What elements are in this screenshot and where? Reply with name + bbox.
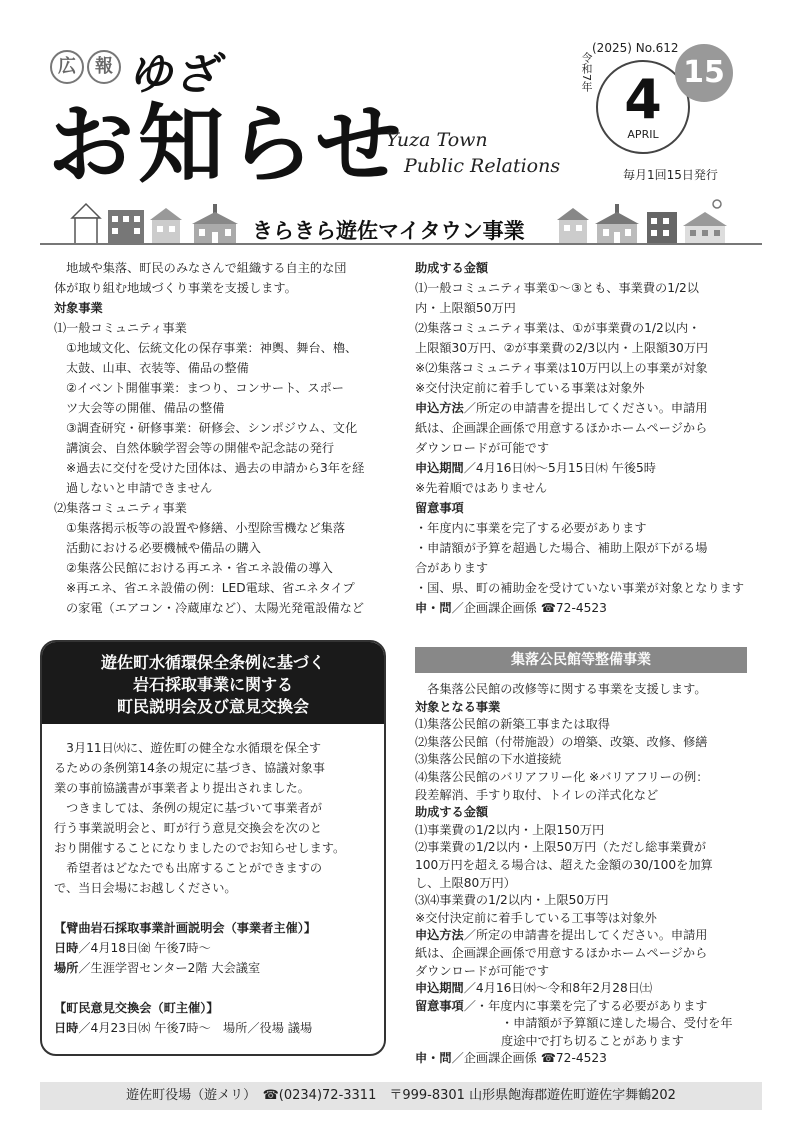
house-icon (557, 208, 589, 244)
field-label: 留意事項 (415, 998, 464, 1013)
text-line: 留意事項 (415, 501, 464, 515)
section2-body (42, 724, 384, 1038)
field-label: 日時 (54, 1021, 79, 1035)
section2-title (42, 642, 384, 724)
text-line: 内・上限額50万円 (415, 301, 516, 315)
text-line: 紙は、企画課企画係で用意するほかホームページから (415, 421, 708, 435)
section2-title-line: 岩石採取事業に関する (132, 675, 293, 694)
text-line: 合があります (415, 561, 489, 575)
text-line: 活動における必要機械や備品の購入 (66, 541, 261, 555)
text-line: ⑵事業費の1/2以内・上限50万円（ただし総事業費が (415, 840, 707, 855)
text-line: 過しないと申請できません (66, 481, 213, 495)
text-line: 対象事業 (54, 301, 103, 315)
text-line: 【町民意見交換会（町主催）】 (54, 1001, 219, 1015)
text-line: ②イベント開催事業：まつり、コンサート、スポー (66, 381, 344, 395)
text-line: ⑵集落公民館（付帯施設）の増築、改築、改修、修繕 (415, 734, 708, 749)
text-line: 体が取り組む地域づくり事業を支援します。 (54, 281, 297, 295)
text-line: 太鼓、山車、衣装等、備品の整備 (66, 361, 249, 375)
text-line: ⑵集落コミュニティ事業 (54, 501, 187, 515)
kouhou-char: 報 (87, 50, 121, 84)
section1-right-column (415, 258, 747, 618)
field-label: 申込期間 (415, 981, 464, 996)
text-line: 助成する金額 (415, 805, 489, 820)
section3-body (415, 681, 753, 1068)
text-line: ※先着順ではありません (415, 481, 548, 495)
text-line: ※交付決定前に着手している事業は対象外 (415, 381, 645, 395)
field-label: 申込方法 (415, 401, 464, 415)
text-line: 希望者はどなたでも出席することができますの (54, 861, 323, 875)
text-line: ・国、県、町の補助金を受けていない事業が対象となります (415, 581, 745, 595)
town-illustration-right (555, 198, 730, 246)
section2-title-line: 町民説明会及び意見交換会 (116, 697, 309, 716)
banner-divider (40, 243, 762, 245)
section1-title: きらきら遊佐マイタウン事業 (252, 219, 525, 243)
house-icon (683, 200, 727, 244)
section2-box (40, 640, 386, 1056)
text-line: ⑴一般コミュニティ事業 (54, 321, 187, 335)
text-line: の家電（エアコン・冷蔵庫など）、太陽光発電設備など (66, 601, 364, 615)
text-line: 行う事業説明会と、町が行う意見交換会を次のと (54, 821, 323, 835)
text-line: ダウンロードが可能です (415, 963, 550, 978)
english-title (386, 127, 560, 179)
field-label: 場所 (54, 961, 79, 975)
text-line: ①集落掲示板等の設置や修繕、小型除雪機など集落 (66, 521, 346, 535)
yuza-logo: ゆざ (128, 49, 220, 100)
text-line: つきましては、条例の規定に基づいて事業者が (54, 801, 323, 815)
text-line: ・申請額が予算を超過した場合、補助上限が下がる場 (415, 541, 708, 555)
text-line: 助成する金額 (415, 261, 489, 275)
text-line: ⑵集落コミュニティ事業は、①が事業費の1/2以内・ (415, 321, 701, 335)
text-line: ⑴一般コミュニティ事業①～③とも、事業費の1/2以 (415, 281, 699, 295)
house-icon (150, 208, 182, 244)
text-line: ⑴事業費の1/2以内・上限150万円 (415, 822, 605, 837)
text-line: 申込方法／所定の申請書を提出してください。申請用 (415, 928, 708, 943)
text-line: 度途中で打ち切ることがあります (501, 1033, 684, 1048)
month-english: APRIL (627, 128, 659, 141)
text-line: 上限額30万円、②が事業費の2/3以内・上限額30万円 (415, 341, 709, 355)
text-line: 申・問／企画課企画係 ☎72-4523 (415, 1051, 607, 1066)
text-line: 地域や集落、町民のみなさんで組織する自主的な団 (54, 261, 347, 275)
text-line: ①地域文化、伝統文化の保存事業：神輿、舞台、櫓、 (66, 341, 358, 355)
text-line: 講演会、自然体験学習会等の開催や記念誌の発行 (66, 441, 335, 455)
text-line: ※過去に交付を受けた団体は、過去の申請から3年を経 (66, 461, 365, 475)
kouhou-char: 広 (50, 50, 84, 84)
footer-contact: 遊佐町役場（遊メリ） ☎(0234)72-3311 〒999-8301 山形県飽海郡遊佐町遊佐字舞鶴202 (40, 1082, 762, 1110)
text-line: ・年度内に事業を完了する必要があります (415, 521, 647, 535)
text-line: 申・問／企画課企画係 ☎72-4523 (415, 601, 607, 615)
text-line: 3月11日㈫に、遊佐町の健全な水循環を保全す (54, 741, 322, 755)
field-label: 日時 (54, 941, 79, 955)
text-line: で、当日会場にお越しください。 (54, 881, 237, 895)
text-line: 留意事項／・年度内に事業を完了する必要があります (415, 998, 708, 1013)
spacer (54, 898, 374, 918)
text-line: 申込方法／所定の申請書を提出してください。申請用 (415, 401, 708, 415)
text-line: 紙は、企画課企画係で用意するほかホームページから (415, 945, 708, 960)
church-icon (595, 204, 639, 244)
field-label: 申込方法 (415, 928, 464, 943)
kouhou-badge (50, 50, 121, 84)
text-line: ⑴集落公民館の新築工事または取得 (415, 717, 610, 732)
text-line: ※再エネ、省エネ設備の例：LED電球、省エネタイプ (66, 581, 355, 595)
day-badge: 15 (675, 44, 733, 102)
section1-left-column (54, 258, 392, 618)
section2-title-line: 遊佐町水循環保全条例に基づく (100, 653, 325, 672)
town-illustration-left (68, 200, 243, 246)
text-line: 日時／4月23日㈬ 午後7時～ 場所／役場 議場 (54, 1021, 313, 1035)
english-title-line1: Yuza Town (386, 129, 488, 151)
text-line: 各集落公民館の改修等に関する事業を支援します。 (415, 682, 707, 696)
era-label: 令和7年 (580, 52, 593, 92)
text-line: ③調査研究・研修事業：研修会、シンポジウム、文化 (66, 421, 358, 435)
text-line: 場所／生涯学習センター2階 大会議室 (54, 961, 261, 975)
field-label: 申・問 (415, 1051, 452, 1066)
text-line: ダウンロードが可能です (415, 441, 550, 455)
text-line: ・申請額が予算額に達した場合、受付を年 (501, 1016, 733, 1031)
house-icon (108, 210, 144, 244)
english-title-line2: Public Relations (404, 155, 561, 177)
text-line: し、上限80万円） (415, 875, 516, 890)
text-line: ⑶集落公民館の下水道接続 (415, 752, 562, 767)
text-line: 業の事前協議書が事業者より提出されました。 (54, 781, 310, 795)
field-label: 申込期間 (415, 461, 464, 475)
text-line: ②集落公民館における再エネ・省エネ設備の導入 (66, 561, 333, 575)
field-label: 申・問 (415, 601, 452, 615)
text-line: 100万円を超える場合は、超えた金額の30/100を加算 (415, 857, 713, 872)
text-line: 日時／4月18日㈮ 午後7時～ (54, 941, 211, 955)
spacer (54, 978, 374, 998)
text-line: ※⑵集落コミュニティ事業は10万円以上の事業が対象 (415, 361, 708, 375)
page-title: お知らせ (48, 95, 406, 195)
month-number: 4 (624, 68, 662, 131)
section3-title: 集落公民館等整備事業 (415, 647, 747, 673)
text-line: ※交付決定前に着手している工事等は対象外 (415, 910, 657, 925)
text-line: 【臂曲岩石採取事業計画説明会（事業者主催）】 (54, 921, 317, 935)
publish-frequency: 毎月1回15日発行 (623, 168, 718, 182)
text-line: 対象となる事業 (415, 699, 501, 714)
text-line: ⑶⑷事業費の1/2以内・上限50万円 (415, 893, 609, 908)
text-line: ⑷集落公民館のバリアフリー化 ※バリアフリーの例： (415, 769, 709, 784)
issue-number: (2025) No.612 (592, 41, 679, 55)
text-line: ツ大会等の開催、備品の整備 (66, 401, 225, 415)
house-icon (647, 212, 677, 244)
text-line: 申込期間／4月16日㈬～5月15日㈭ 午後5時 (415, 461, 656, 475)
text-line: おり開催することになりましたのでお知らせします。 (54, 841, 346, 855)
text-line: 申込期間／4月16日㈬～令和8年2月28日㈯ (415, 981, 653, 996)
house-icon (72, 204, 100, 244)
text-line: るための条例第14条の規定に基づき、協議対象事 (54, 761, 325, 775)
church-icon (192, 204, 238, 244)
text-line: 段差解消、手すり取付、トイレの洋式化など (415, 787, 659, 802)
